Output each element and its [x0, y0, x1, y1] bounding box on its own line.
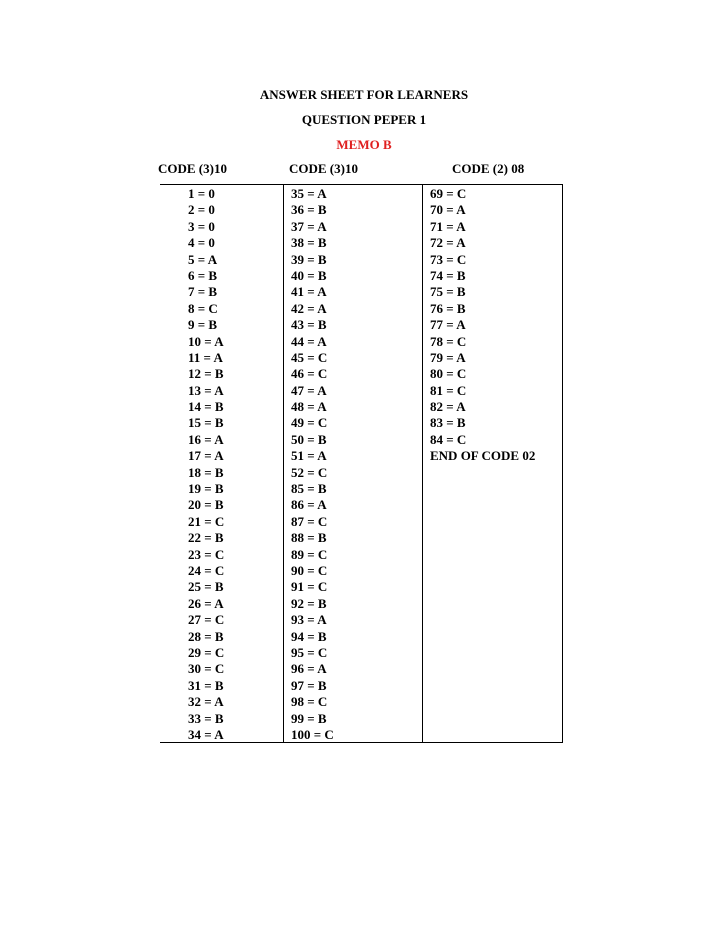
answer-item: 41 = A: [291, 284, 327, 300]
answer-item: 9 = B: [188, 317, 218, 333]
answer-item: 32 = A: [188, 694, 224, 710]
column-heading-1: CODE (3)10: [158, 161, 227, 176]
answer-item: 4 = 0: [188, 235, 215, 251]
column-divider: [562, 185, 563, 742]
answer-item: 87 = C: [291, 513, 328, 529]
answer-item: 13 = A: [188, 382, 224, 398]
answer-column-1: [188, 186, 224, 743]
answer-item: 12 = B: [188, 366, 224, 382]
answer-item: 71 = A: [430, 218, 466, 234]
answer-item: 18 = B: [188, 464, 224, 480]
answer-item: 69 = C: [430, 186, 467, 201]
answer-item: 16 = A: [188, 431, 224, 447]
answer-item: 45 = C: [291, 349, 328, 365]
answer-item: 47 = A: [291, 382, 327, 398]
answer-item: 10 = A: [188, 333, 224, 349]
answer-item: 25 = B: [188, 579, 224, 595]
answer-item: 70 = A: [430, 202, 466, 218]
answer-item: 23 = C: [188, 546, 225, 562]
answer-item: 24 = C: [188, 562, 225, 578]
answer-item: 36 = B: [291, 202, 327, 218]
answer-item: 35 = A: [291, 186, 327, 201]
answer-item: 40 = B: [291, 267, 327, 283]
answer-item: 49 = C: [291, 415, 328, 431]
answer-item: 27 = C: [188, 612, 225, 628]
column-heading-2: CODE (3)10: [289, 161, 358, 176]
answer-item: 28 = B: [188, 628, 224, 644]
answer-item: 29 = C: [188, 644, 225, 660]
answer-item: 99 = B: [291, 710, 327, 726]
answer-item: 1 = 0: [188, 186, 215, 201]
answer-item: 7 = B: [188, 284, 218, 300]
answer-item: 81 = C: [430, 382, 467, 398]
answer-item: 89 = C: [291, 546, 328, 562]
answer-item: 21 = C: [188, 513, 225, 529]
answer-item: 75 = B: [430, 284, 466, 300]
answer-item: 98 = C: [291, 694, 328, 710]
answer-item: 74 = B: [430, 267, 466, 283]
answer-item: 33 = B: [188, 710, 224, 726]
answer-item: 84 = C: [430, 431, 467, 447]
answer-item: 30 = C: [188, 661, 225, 677]
answer-item: 86 = A: [291, 497, 327, 513]
answer-item: 26 = A: [188, 595, 224, 611]
answer-item: 43 = B: [291, 317, 327, 333]
answer-item: 96 = A: [291, 661, 327, 677]
answer-item: 48 = A: [291, 399, 327, 415]
answer-item: 78 = C: [430, 333, 467, 349]
answer-item: 88 = B: [291, 530, 327, 546]
answer-item: 19 = B: [188, 481, 224, 497]
answer-item: 37 = A: [291, 218, 327, 234]
answer-item: 77 = A: [430, 317, 466, 333]
answer-item: 73 = C: [430, 251, 467, 267]
answer-item: 14 = B: [188, 399, 224, 415]
answer-column-3: [430, 186, 535, 465]
answer-item: 31 = B: [188, 677, 224, 693]
page-subtitle: QUESTION PEPER 1: [301, 112, 427, 127]
answer-item: 94 = B: [291, 628, 327, 644]
answer-item: 52 = C: [291, 464, 328, 480]
answer-item: 3 = 0: [188, 218, 215, 234]
memo-label: MEMO B: [336, 137, 392, 152]
answer-item: 92 = B: [291, 595, 327, 611]
answer-item: 91 = C: [291, 579, 328, 595]
answer-item: 85 = B: [291, 481, 327, 497]
answer-item: 83 = B: [430, 415, 466, 431]
answer-item: 95 = C: [291, 644, 328, 660]
answer-item: 34 = A: [188, 726, 224, 742]
answer-column-2: [291, 186, 334, 743]
answer-item: 5 = A: [188, 251, 218, 267]
answer-item: END OF CODE 02: [430, 448, 536, 464]
answer-item: 44 = A: [291, 333, 327, 349]
answer-item: 17 = A: [188, 448, 224, 464]
answer-item: 6 = B: [188, 267, 218, 283]
answer-item: 42 = A: [291, 300, 327, 316]
answer-item: 72 = A: [430, 235, 466, 251]
answer-item: 80 = C: [430, 366, 467, 382]
answer-item: 15 = B: [188, 415, 224, 431]
answer-item: 90 = C: [291, 562, 328, 578]
answer-item: 51 = A: [291, 448, 327, 464]
answer-item: 82 = A: [430, 399, 466, 415]
answer-item: 79 = A: [430, 349, 466, 365]
answer-item: 46 = C: [291, 366, 328, 382]
answer-item: 11 = A: [188, 349, 223, 365]
column-heading-3: CODE (2) 08: [452, 161, 525, 176]
answer-item: 22 = B: [188, 530, 224, 546]
page-title: ANSWER SHEET FOR LEARNERS: [259, 87, 469, 102]
answer-item: 97 = B: [291, 677, 327, 693]
column-divider: [283, 185, 284, 742]
answer-item: 76 = B: [430, 300, 466, 316]
answer-item: 8 = C: [188, 300, 218, 316]
answer-item: 39 = B: [291, 251, 327, 267]
answer-item: 20 = B: [188, 497, 224, 513]
column-divider: [422, 185, 423, 742]
answer-item: 100 = C: [291, 726, 334, 742]
answer-item: 93 = A: [291, 612, 327, 628]
answer-item: 50 = B: [291, 431, 327, 447]
answer-item: 38 = B: [291, 235, 327, 251]
answer-item: 2 = 0: [188, 202, 215, 218]
